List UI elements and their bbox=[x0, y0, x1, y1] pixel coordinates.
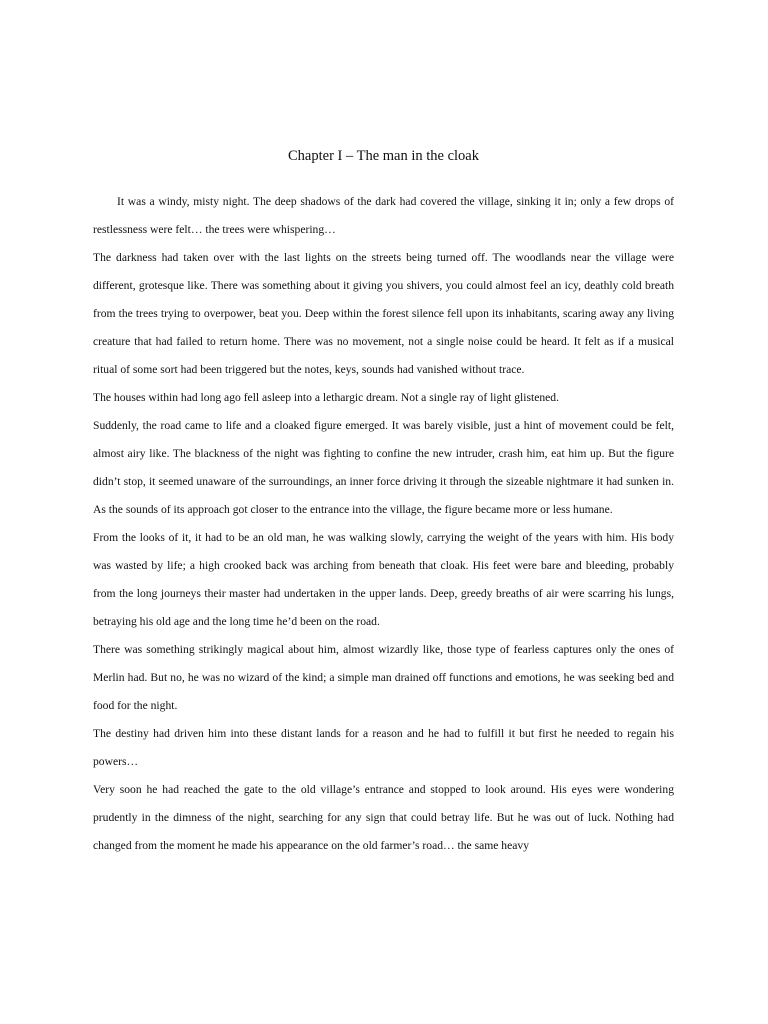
chapter-title: Chapter I – The man in the cloak bbox=[288, 148, 479, 164]
chapter-body bbox=[93, 188, 674, 860]
paragraph-7: The destiny had driven him into these distant lands for a reason and he had to fulfill it but first he needed to regain his powers… bbox=[93, 727, 674, 768]
paragraph-4: Suddenly, the road came to life and a cloaked figure emerged. It was barely visible, just a hint of movement could be felt, almost airy like. The blackness of the night was fighting to confine the new intruder, crash him, eat him up. But the figure didn’t stop, it seemed unaware of the surroundings, an inner force driving it through the sizeable nightmare it had sunken in. As the sounds of its approach got closer to the entrance into the village, the figure became more or less humane. bbox=[93, 419, 674, 516]
paragraph-2: The darkness had taken over with the last lights on the streets being turned off. The woodlands near the village were different, grotesque like. There was something about it giving you shivers, you could almost feel an icy, deathly cold breath from the trees trying to overpower, beat you. Deep within the forest silence fell upon its inhabitants, scaring away any living creature that had failed to return home. There was no movement, not a single noise could be heard. It felt as if a musical ritual of some sort had been triggered but the notes, keys, sounds had vanished without trace. bbox=[93, 251, 674, 376]
paragraph-8: Very soon he had reached the gate to the old village’s entrance and stopped to look around. His eyes were wondering prudently in the dimness of the night, searching for any sign that could betray life. But he was out of luck. Nothing had changed from the moment he made his appearance on the old farmer’s road… the same heavy bbox=[93, 783, 674, 852]
paragraph-6: There was something strikingly magical about him, almost wizardly like, those type of fearless captures only the ones of Merlin had. But no, he was no wizard of the kind; a simple man drained off functions and emotions, he was seeking bed and food for the night. bbox=[93, 643, 674, 712]
paragraph-3: The houses within had long ago fell asleep into a lethargic dream. Not a single ray of light glistened. bbox=[93, 391, 559, 404]
paragraph-1: It was a windy, misty night. The deep shadows of the dark had covered the village, sinking it in; only a few drops of restlessness were felt… the trees were whispering… bbox=[93, 195, 674, 236]
paragraph-5: From the looks of it, it had to be an old man, he was walking slowly, carrying the weight of the years with him. His body was wasted by life; a high crooked back was arching from beneath that cloak. His feet were bare and bleeding, probably from the long journeys their master had undertaken in the upper lands. Deep, greedy breaths of air were scarring his lungs, betraying his old age and the long time he’d been on the road. bbox=[93, 531, 674, 628]
